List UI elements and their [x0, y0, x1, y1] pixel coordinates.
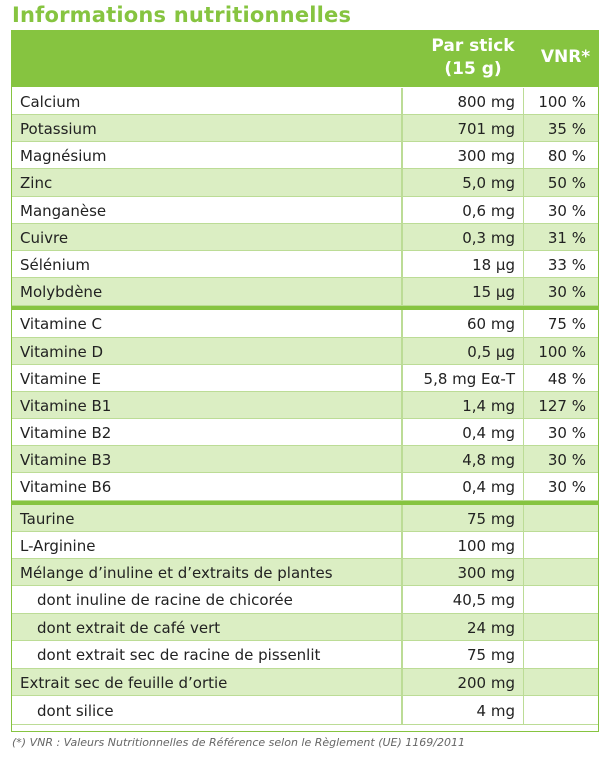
- nutrient-name: dont inuline de racine de chicorée: [12, 586, 402, 614]
- nutrient-nrv: [524, 532, 598, 559]
- nutrient-name: Extrait sec de feuille d’ortie: [12, 669, 402, 696]
- nutrient-name: Taurine: [12, 505, 402, 532]
- nutrient-amount: 15 µg: [402, 278, 524, 306]
- nutrient-amount: 0,3 mg: [402, 224, 524, 251]
- nutrient-amount: 4,8 mg: [402, 446, 524, 473]
- nutrient-name: Calcium: [12, 88, 402, 115]
- nutrient-amount: 1,4 mg: [402, 392, 524, 419]
- nutrient-amount: 300 mg: [402, 559, 524, 586]
- nutrient-nrv: 80 %: [547, 146, 586, 165]
- nutrient-nrv: 50 %: [547, 174, 586, 192]
- nutrient-amount: 100 mg: [402, 532, 524, 559]
- nutrient-amount: 800 mg: [402, 88, 524, 115]
- table-row: [12, 559, 598, 586]
- nutrient-nrv: [524, 614, 598, 641]
- nutrition-table: [11, 30, 599, 732]
- nutrient-nrv: [524, 641, 598, 669]
- table-row: [12, 224, 598, 251]
- table-header: [12, 31, 598, 87]
- nutrient-amount: 24 mg: [402, 614, 524, 641]
- table-row: [12, 278, 598, 306]
- nutrient-name: Zinc: [12, 169, 402, 197]
- nutrient-nrv: 100 %: [538, 92, 586, 111]
- nutrient-amount: 0,4 mg: [402, 473, 524, 501]
- nutrient-amount: 40,5 mg: [402, 586, 524, 614]
- nutrient-name: dont silice: [12, 696, 402, 725]
- table-row: [12, 338, 598, 365]
- table-row: [12, 251, 598, 278]
- footnote: (*) VNR : Valeurs Nutritionnelles de Référence selon le Règlement (UE) 1169/2011: [12, 736, 465, 749]
- row-divider: [12, 724, 598, 725]
- nutrient-nrv: 31 %: [547, 228, 586, 247]
- nutrient-amount: 300 mg: [402, 142, 524, 169]
- header-amount-line1: Par stick: [431, 36, 515, 56]
- nutrient-nrv: [524, 505, 598, 532]
- nutrient-amount: 0,6 mg: [402, 197, 524, 224]
- table-row: [12, 696, 598, 725]
- table-row: [12, 419, 598, 446]
- nutrient-nrv: 30 %: [547, 450, 586, 469]
- page-title: Informations nutritionnelles: [12, 3, 352, 27]
- table-row: [12, 306, 598, 338]
- table-row: [12, 501, 598, 532]
- header-nrv: VNR*: [540, 47, 591, 67]
- table-row: [12, 446, 598, 473]
- nutrient-name: dont extrait de café vert: [12, 614, 402, 641]
- nutrient-nrv: 30 %: [547, 283, 586, 301]
- nutrient-nrv: 30 %: [547, 201, 586, 220]
- table-row: [12, 586, 598, 614]
- table-row: [12, 88, 598, 115]
- table-row: [12, 532, 598, 559]
- table-row: [12, 641, 598, 669]
- nutrient-nrv: 48 %: [547, 369, 586, 388]
- nutrient-amount: 18 µg: [402, 251, 524, 278]
- nutrient-amount: 5,8 mg Eα-T: [402, 365, 524, 392]
- nutrient-amount: 75 mg: [402, 505, 524, 532]
- nutrient-name: Molybdène: [12, 278, 402, 306]
- nutrient-nrv: [524, 696, 598, 725]
- nutrient-amount: 0,5 µg: [402, 338, 524, 365]
- nutrient-amount: 60 mg: [402, 310, 524, 338]
- nutrient-name: Sélénium: [12, 251, 402, 278]
- nutrient-name: Vitamine B6: [12, 473, 402, 501]
- table-row: [12, 614, 598, 641]
- table-row: [12, 197, 598, 224]
- table-row: [12, 473, 598, 501]
- nutrient-name: Cuivre: [12, 224, 402, 251]
- nutrient-nrv: [524, 586, 598, 614]
- nutrient-nrv: 30 %: [547, 478, 586, 496]
- header-amount-line2: (15 g): [444, 59, 502, 79]
- nutrient-name: Mélange d’inuline et d’extraits de plantes: [12, 559, 402, 586]
- nutrient-name: Manganèse: [12, 197, 402, 224]
- nutrient-name: Vitamine B1: [12, 392, 402, 419]
- table-row: [12, 669, 598, 696]
- nutrient-nrv: 100 %: [538, 342, 586, 361]
- nutrient-amount: 701 mg: [402, 115, 524, 142]
- nutrient-amount: 4 mg: [402, 696, 524, 725]
- table-row: [12, 169, 598, 197]
- nutrient-name: Vitamine B3: [12, 446, 402, 473]
- nutrient-nrv: 127 %: [538, 396, 586, 415]
- nutrient-nrv: 75 %: [547, 315, 586, 333]
- nutrient-amount: 75 mg: [402, 641, 524, 669]
- nutrient-nrv: [524, 669, 598, 696]
- table-row: [12, 392, 598, 419]
- nutrient-name: Vitamine E: [12, 365, 402, 392]
- header-amount: [413, 35, 533, 81]
- nutrient-name: L-Arginine: [12, 532, 402, 559]
- nutrient-amount: 200 mg: [402, 669, 524, 696]
- nutrient-nrv: [524, 559, 598, 586]
- nutrient-name: Vitamine C: [12, 310, 402, 338]
- nutrient-name: Vitamine B2: [12, 419, 402, 446]
- nutrient-name: Magnésium: [12, 142, 402, 169]
- nutrient-name: Vitamine D: [12, 338, 402, 365]
- nutrient-name: Potassium: [12, 115, 402, 142]
- nutrient-nrv: 30 %: [547, 423, 586, 442]
- table-row: [12, 115, 598, 142]
- nutrient-nrv: 33 %: [547, 255, 586, 274]
- nutrient-amount: 5,0 mg: [402, 169, 524, 197]
- nutrient-amount: 0,4 mg: [402, 419, 524, 446]
- nutrient-nrv: 35 %: [547, 119, 586, 138]
- nutrient-name: dont extrait sec de racine de pissenlit: [12, 641, 402, 669]
- table-row: [12, 365, 598, 392]
- table-row: [12, 142, 598, 169]
